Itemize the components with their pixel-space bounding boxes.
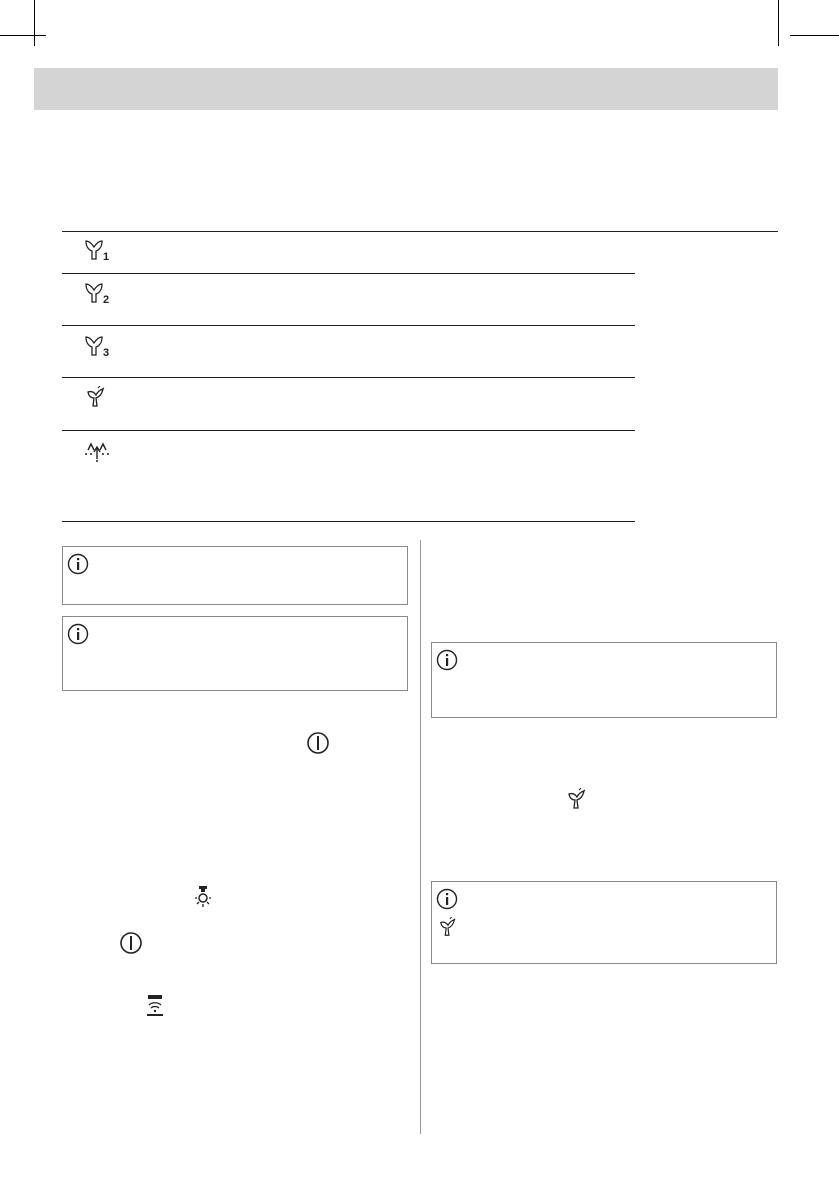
fan-intensive-icon (438, 917, 458, 939)
hob2hood-icon (144, 994, 166, 1023)
power-icon (306, 731, 330, 760)
section-header-bar (34, 68, 778, 110)
power-icon (119, 931, 143, 960)
svg-text:3: 3 (103, 347, 110, 358)
info-icon (436, 649, 458, 671)
fan-speed-3-icon (84, 334, 114, 363)
fan-speed-1-icon (84, 238, 114, 267)
table-top-rule (62, 231, 778, 232)
info-icon (436, 888, 458, 910)
column-divider (420, 540, 421, 1134)
table-rule (62, 430, 635, 431)
table-rule (62, 377, 635, 378)
info-note-box (62, 616, 408, 691)
info-note-box (431, 881, 777, 964)
fan-speed-2-icon (84, 281, 114, 310)
info-icon (67, 623, 89, 645)
info-note-box (431, 642, 777, 718)
table-rule (62, 273, 635, 274)
crop-mark-top-left-vertical (34, 0, 35, 46)
breeze-mode-icon (83, 438, 111, 467)
crop-mark-top-right-vertical (778, 0, 779, 46)
crop-mark-top-left-horizontal (0, 35, 46, 36)
svg-text:2: 2 (103, 294, 110, 305)
info-icon (67, 553, 89, 575)
table-bottom-rule (62, 521, 635, 522)
fan-intensive-icon (85, 386, 107, 415)
table-rule (62, 325, 635, 326)
light-icon (191, 885, 215, 916)
svg-text:1: 1 (103, 251, 110, 262)
info-note-box (62, 546, 408, 605)
crop-mark-top-right-horizontal (790, 35, 839, 36)
fan-intensive-icon (566, 788, 588, 817)
